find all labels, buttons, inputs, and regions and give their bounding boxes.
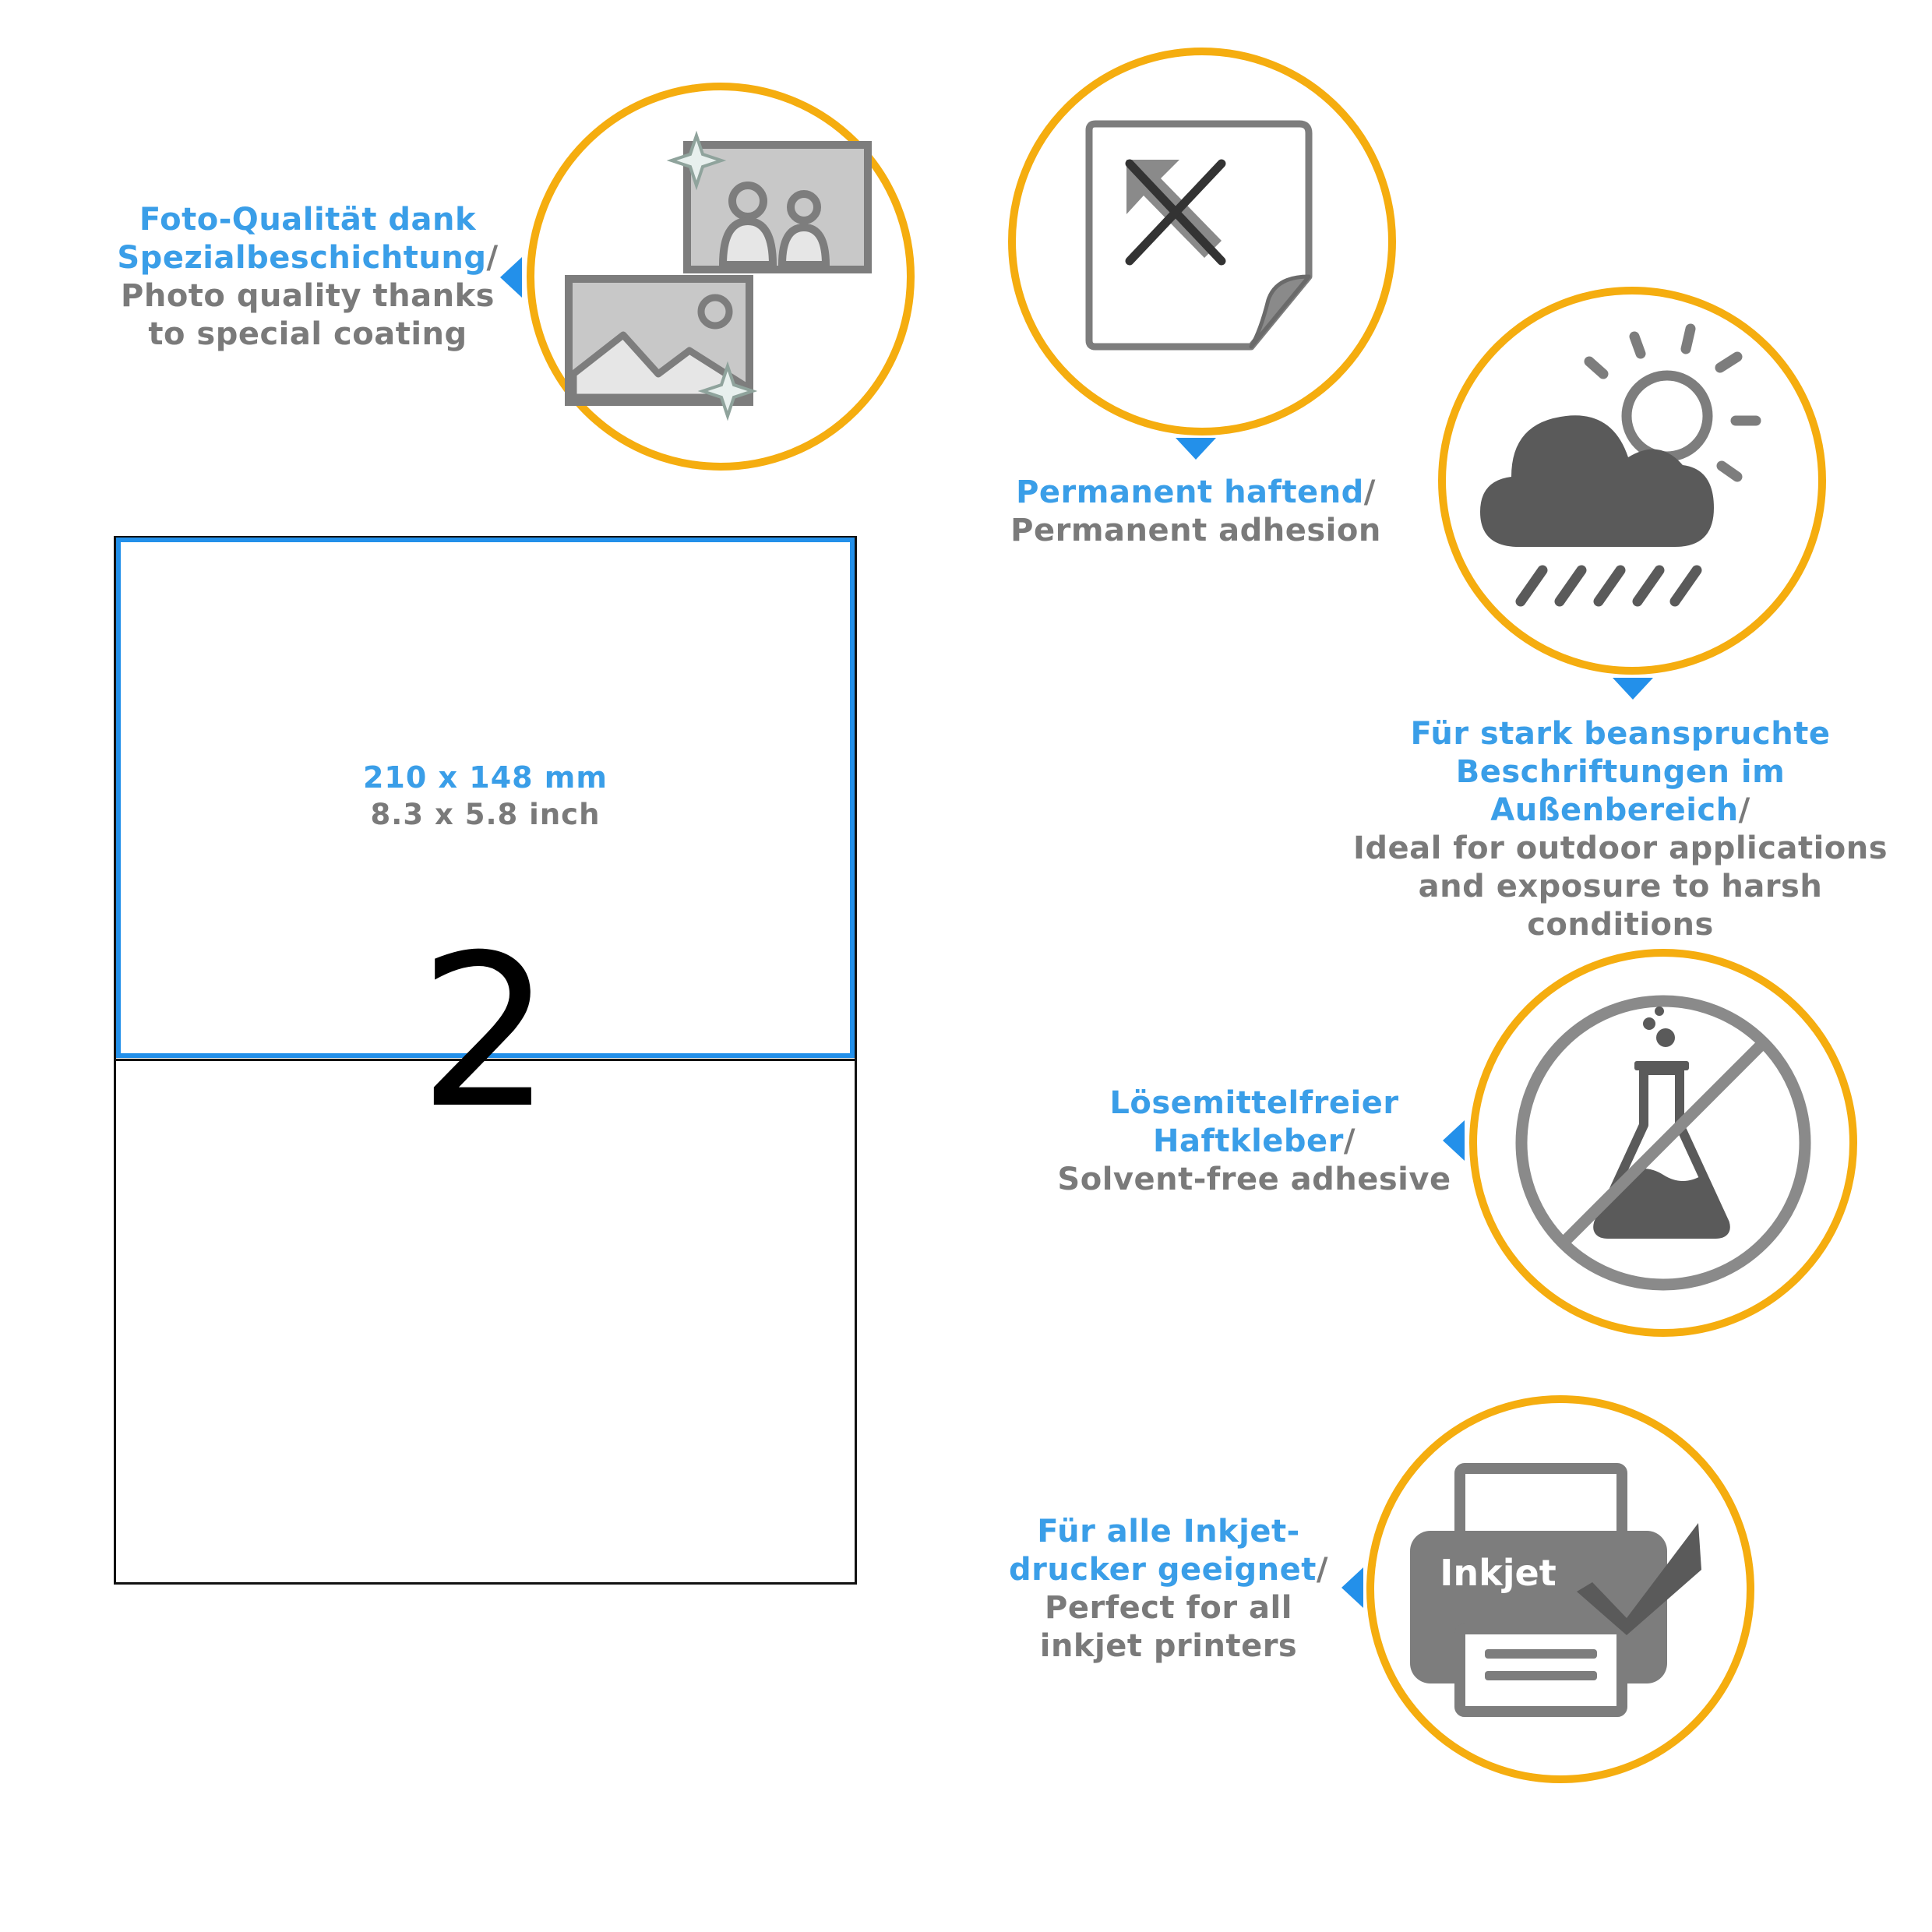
- feature-outdoor-en-1: Ideal for outdoor applications: [1352, 830, 1888, 866]
- feature-solvent-text: [1044, 1084, 1465, 1199]
- feature-outdoor-en-2: and exposure to harsh conditions: [1418, 869, 1823, 943]
- feature-outdoor-text: [1324, 715, 1916, 944]
- pointer-down-icon: [1613, 678, 1653, 700]
- feature-outdoor-de-1: Für stark beanspruchte: [1410, 716, 1831, 752]
- feature-inkjet-en-2: inkjet printers: [1039, 1628, 1298, 1664]
- printer-label: Inkjet: [1440, 1552, 1557, 1594]
- feature-photo-en-1: Photo quality thanks: [121, 278, 495, 314]
- pointer-left-icon: [1443, 1120, 1465, 1161]
- feature-inkjet-text: [966, 1513, 1371, 1666]
- feature-photo-de-2: Spezialbeschichtung: [117, 240, 487, 276]
- feature-photo-de-1: Foto-Qualität dank: [139, 202, 477, 238]
- feature-inkjet-en-1: Perfect for all: [1045, 1590, 1292, 1626]
- label-size-inch: 8.3 x 5.8 inch: [370, 798, 601, 831]
- inkjet-printer-icon: [1362, 1391, 1759, 1788]
- feature-inkjet-de-2: drucker geeignet: [1009, 1552, 1317, 1588]
- feature-photo-en-2: to special coating: [148, 316, 467, 352]
- no-solvent-icon: [1465, 944, 1862, 1341]
- weather-icon: [1433, 282, 1831, 679]
- feature-solvent-de-1: Lösemittelfreier: [1109, 1085, 1399, 1121]
- feature-photo-slash: /: [486, 240, 499, 276]
- pointer-down-icon: [1176, 438, 1216, 460]
- feature-permanent-slash: /: [1363, 474, 1376, 510]
- labels-per-sheet: 2: [418, 909, 552, 1155]
- feature-solvent-en-1: Solvent-free adhesive: [1057, 1162, 1451, 1197]
- photo-icon: [522, 78, 919, 475]
- feature-inkjet-slash: /: [1316, 1552, 1328, 1588]
- feature-permanent-text: [997, 474, 1394, 550]
- feature-permanent-en-1: Permanent adhesion: [1010, 513, 1381, 548]
- pointer-left-icon: [1341, 1567, 1363, 1608]
- pointer-left-icon: [500, 257, 522, 298]
- no-peel-label-icon: [1003, 43, 1401, 440]
- label-size-mm: 210 x 148 mm: [362, 760, 608, 795]
- feature-photo-text: [109, 201, 506, 354]
- feature-inkjet-de-1: Für alle Inkjet-: [1037, 1514, 1300, 1549]
- feature-outdoor-de-2: Beschriftungen im Außenbereich: [1455, 754, 1786, 828]
- feature-permanent-de-1: Permanent haftend: [1016, 474, 1364, 510]
- feature-solvent-slash: /: [1343, 1123, 1356, 1159]
- feature-solvent-de-2: Haftkleber: [1152, 1123, 1344, 1159]
- feature-outdoor-slash: /: [1738, 792, 1750, 828]
